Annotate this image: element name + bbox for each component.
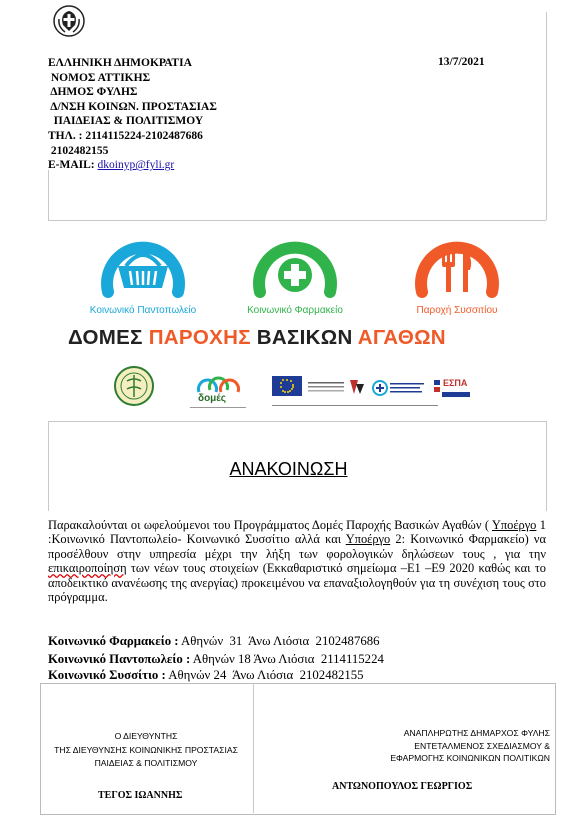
basket-logo-icon — [98, 230, 188, 300]
signature-divider — [253, 683, 254, 813]
espa-label: ΕΣΠΑ — [443, 378, 468, 388]
announcement-heading: ΑΝΑΚΟΙΝΩΣΗ — [229, 459, 348, 479]
domes-small-underline — [190, 407, 246, 408]
eu-flag-icon — [272, 376, 302, 396]
body-underlined: Υποέργο — [491, 518, 537, 532]
contact-address: Αθηνών 18 Άνω Λιόσια 2114115224 — [190, 652, 384, 666]
header-line: ΠΑΙΔΕΙΑΣ & ΠΟΛΙΤΙΣΜΟΥ — [48, 115, 204, 128]
ministry-logo-icon — [308, 378, 366, 396]
body-text: 1 :Κοινωνικό Παντοπωλείο- Κοινωνικό Συσσίτιο αλλά και — [48, 518, 546, 547]
contact-line — [48, 652, 384, 667]
frame-line — [48, 220, 546, 221]
header-line: ΤΗΛ. : 2114115224-2102487686 — [48, 129, 203, 142]
signature-title-line: ΕΦΑΡΜΟΓΗΣ ΚΟΙΝΩΝΙΚΩΝ ΠΟΛΙΤΙΚΩΝ — [390, 753, 550, 763]
signature-title-line: ΠΑΙΔΕΙΑΣ & ΠΟΛΙΤΙΣΜΟΥ — [94, 758, 198, 768]
title-part: ΒΑΣΙΚΩΝ — [250, 326, 358, 349]
announcement-body — [48, 518, 546, 604]
domes-small-label: δομές — [198, 393, 227, 404]
document-date: 13/7/2021 — [438, 56, 485, 68]
header-line: Δ/ΝΣΗ ΚΟΙΝΩΝ. ΠΡΟΣΤΑΣΙΑΣ — [48, 100, 217, 113]
contact-address: Αθηνών 24 Άνω Λιόσια 2102482155 — [165, 668, 364, 682]
body-underlined: Υποέργο — [345, 532, 391, 547]
domes-small-logo-icon — [196, 368, 242, 394]
domes-title — [68, 326, 446, 350]
signature-title-line: ΑΝΑΠΛΗΡΩΤΗΣ ΔΗΜΑΡΧΟΣ ΦΥΛΗΣ — [403, 728, 550, 738]
title-part: ΔΟΜΕΣ — [68, 326, 149, 349]
body-text: Παρακαλούνται οι ωφελούμενοι του Προγράμματος Δομές Παροχής Βασικών Αγαθών ( — [48, 518, 492, 532]
header-line: ΔΗΜΟΣ ΦΥΛΗΣ — [48, 86, 138, 99]
pantopoleio-label: Κοινωνικό Παντοπωλείο — [89, 305, 197, 316]
fork-knife-logo-icon — [412, 228, 502, 300]
frame-line — [48, 170, 49, 220]
body-spellcheck-word: επικαιροποίηση — [48, 561, 127, 576]
title-part: ΑΓΑΘΩΝ — [357, 326, 446, 349]
farmakeio-label: Κοινωνικό Φαρμακείο — [247, 305, 343, 316]
contact-label: Κοινωνικό Παντοπωλείο : — [48, 652, 191, 666]
contact-address: Αθηνών 31 Άνω Λιόσια 2102487686 — [178, 634, 380, 648]
state-emblem-icon — [53, 5, 85, 37]
email-link[interactable]: dkoinyp@fyli.gr — [97, 159, 175, 172]
contact-line — [48, 668, 364, 683]
municipality-seal-icon — [113, 365, 155, 407]
sponsor-caption — [272, 405, 438, 406]
contact-line — [48, 634, 380, 649]
signature-left-name: ΤΕΓΟΣ ΙΩΑΝΝΗΣ — [98, 790, 183, 801]
signature-title-line: ΤΗΣ ΔΙΕΥΘΥΝΣΗΣ ΚΟΙΝΩΝΙΚΗΣ ΠΡΟΣΤΑΣΙΑΣ — [54, 744, 238, 755]
email-line — [48, 158, 217, 173]
sender-header — [48, 56, 217, 173]
signature-right-name: ΑΝΤΩΝΟΠΟΥΛΟΣ ΓΕΩΡΓΙΟΣ — [332, 781, 473, 792]
epanek-logo-icon — [372, 378, 426, 398]
body-text: των νέων τους στοιχείων (Εκκαθαριστικό σημείωμα –Ε1 –Ε9 2020 καθώς και το αποδεικτικό ανανέωσης της ανεργίας) προκειμένου να επαναξιολογηθούν για τη συνέχιση τους στο πρόγραμμα. — [48, 561, 546, 605]
signature-right-titles — [328, 727, 550, 765]
signature-title-line: Ο ΔΙΕΥΘΥΝΤΗΣ — [114, 731, 178, 741]
frame-line — [546, 12, 547, 220]
header-line: ΝΟΜΟΣ ΑΤΤΙΚΗΣ — [48, 71, 151, 84]
syssitio-label: Παροχή Συσσιτίου — [416, 305, 498, 316]
pharmacy-cross-logo-icon — [250, 230, 340, 300]
email-label: E-MAIL: — [48, 159, 98, 172]
body-text: 2: Κοινωνικό Φαρμακείο) να προσέλθουν στην υπηρεσία μέχρι την λήξη των φορολογικών δηλώσεων τους , για την — [48, 532, 547, 561]
frame-line — [48, 421, 546, 422]
contact-label: Κοινωνικό Συσσίτιο : — [48, 668, 166, 682]
contact-label: Κοινωνικό Φαρμακείο : — [48, 634, 179, 648]
signature-title-line: ΕΝΤΕΤΑΛΜΕΝΟΣ ΣΧΕΔΙΑΣΜΟΥ & — [414, 740, 550, 751]
title-part: ΠΑΡΟΧΗΣ — [148, 326, 251, 349]
header-line: ΕΛΛΗΝΙΚΗ ΔΗΜΟΚΡΑΤΙΑ — [48, 57, 192, 69]
signature-left-titles — [48, 730, 244, 771]
header-line: 2102482155 — [48, 144, 109, 157]
